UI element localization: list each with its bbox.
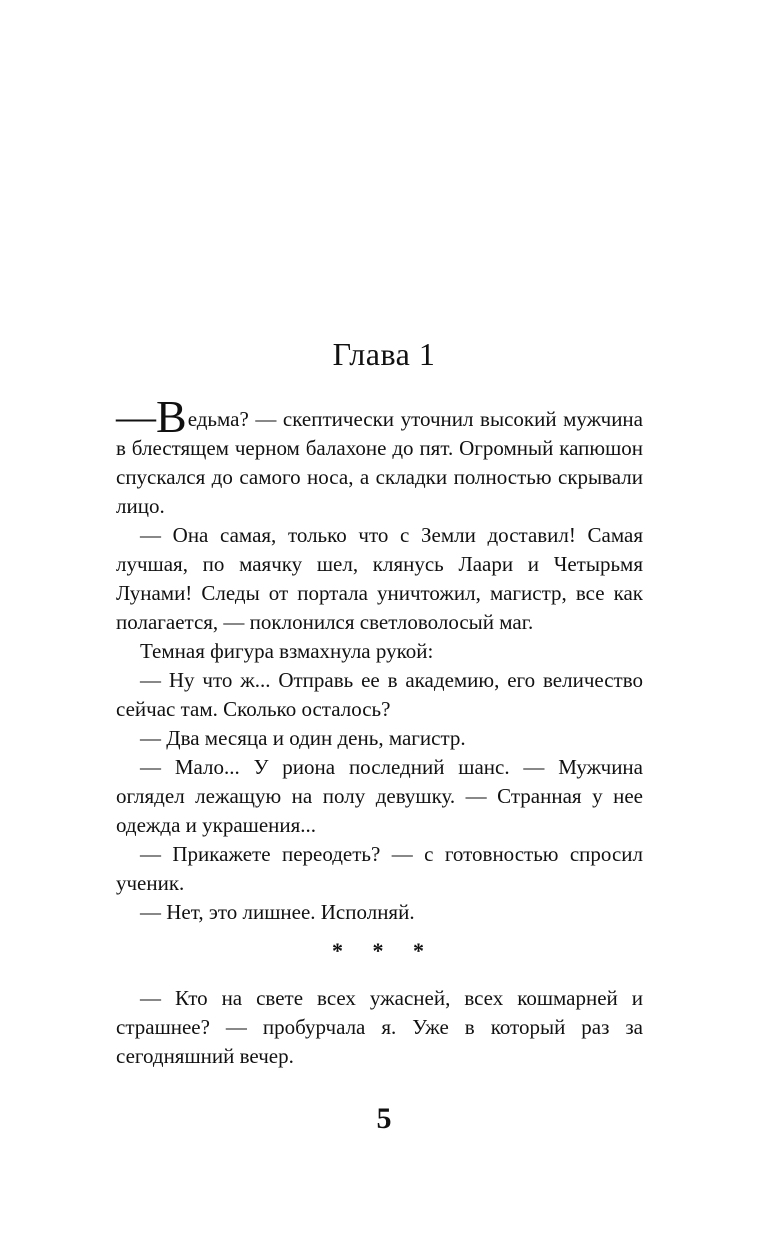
paragraph: Темная фигура взмахнула рукой: (140, 639, 434, 663)
opening-dash: — (116, 394, 156, 439)
drop-cap-letter: В (156, 391, 187, 442)
paragraph: — Она самая, только что с Земли доставил! Самая лучшая, по маячку шел, клянусь Лаари и Четырьмя Лунами! Следы от портала уничтожил, магистр, все как полагается, — поклонился светловолосый маг. (116, 523, 643, 634)
opening-paragraph (116, 391, 643, 521)
scene-two-body (116, 984, 643, 1071)
paragraph: — Кто на свете всех ужасней, всех кошмарней и страшнее? — пробурчала я. Уже в который раз за сегодняшний вечер. (116, 986, 643, 1068)
opening-text: едьма? — скептически уточнил высокий мужчина в блестящем черном балахоне до пят. Огромный капюшон спускался до самого носа, а складки полностью скрывали лицо. (116, 407, 643, 518)
paragraph: — Прикажете переодеть? — с готовностью спросил ученик. (116, 842, 643, 895)
paragraph: — Нет, это лишнее. Исполняй. (140, 900, 415, 924)
paragraph: — Мало... У риона последний шанс. — Мужчина оглядел лежащую на полу девушку. — Странная у нее одежда и украшения... (116, 755, 643, 837)
chapter-title: Глава 1 (332, 336, 436, 372)
chapter-body (116, 391, 643, 927)
paragraph: — Ну что ж... Отправь ее в академию, его величество сейчас там. Сколько осталось? (116, 668, 643, 721)
paragraph: — Два месяца и один день, магистр. (140, 726, 466, 750)
page-number: 5 (376, 1102, 392, 1135)
scene-separator: * * * (332, 938, 436, 963)
